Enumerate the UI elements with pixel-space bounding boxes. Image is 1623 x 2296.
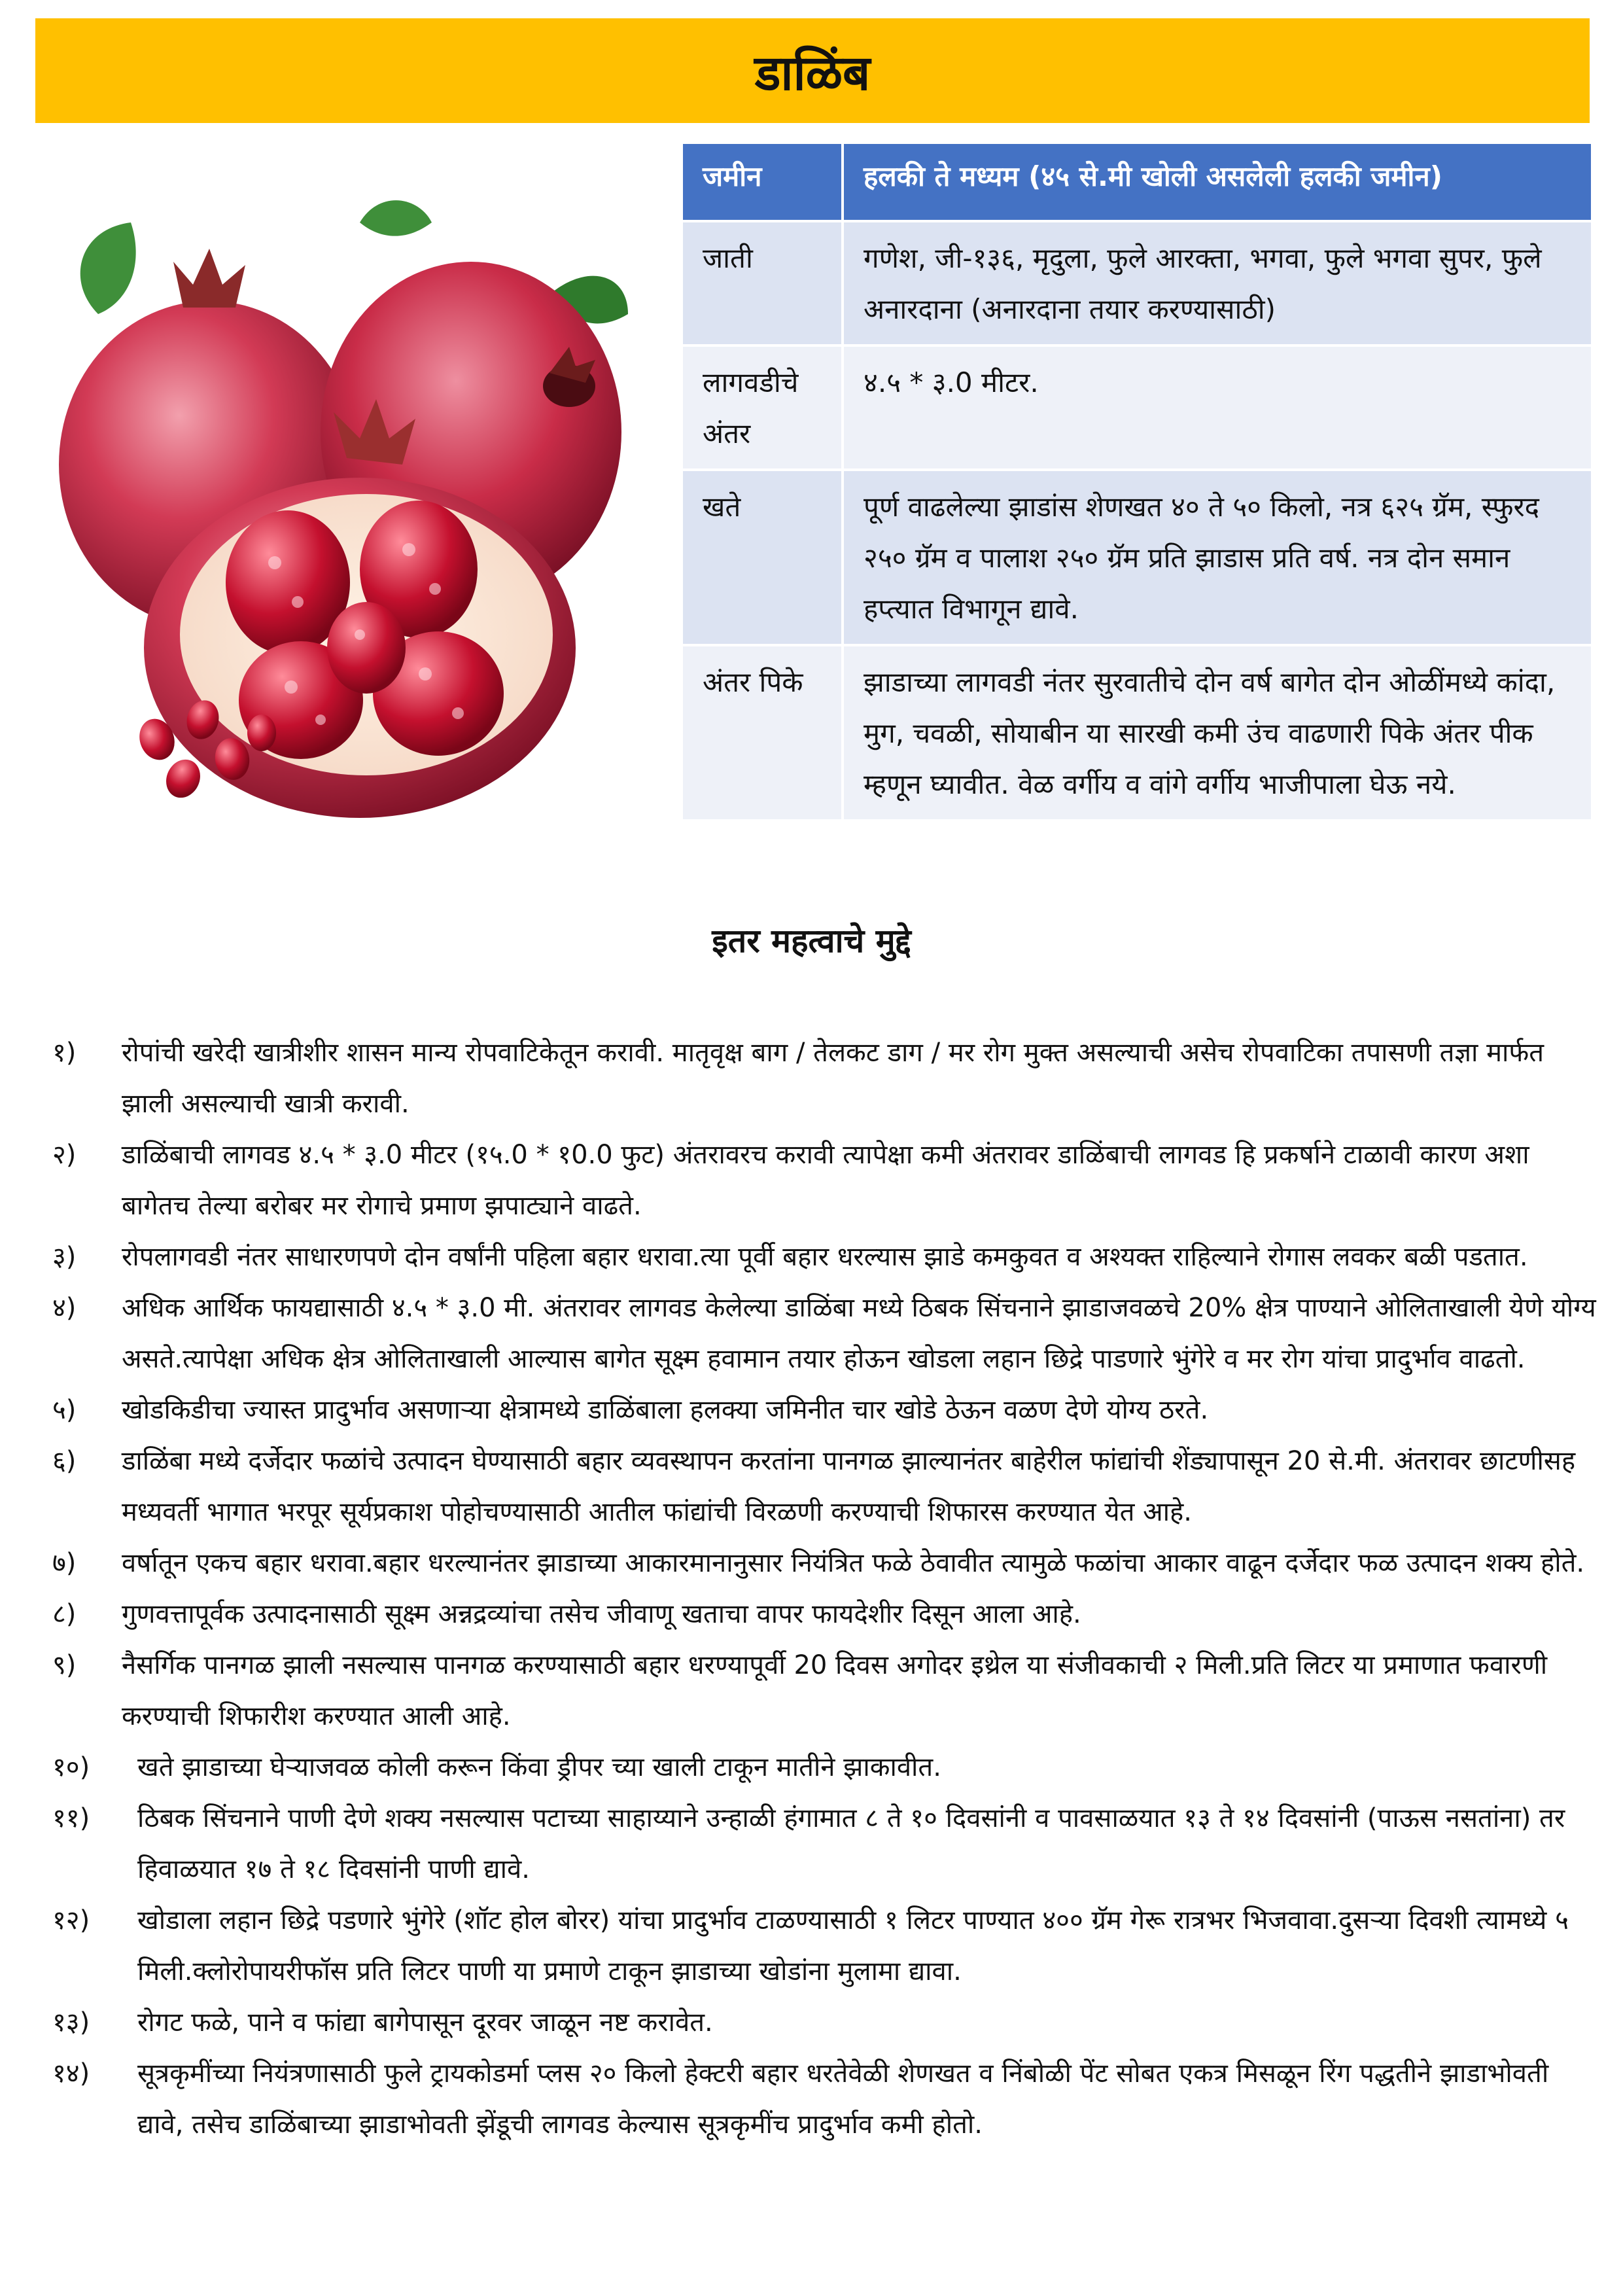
item-number: ११) — [52, 1803, 90, 1833]
page-title: डाळिंब — [754, 44, 871, 101]
row-value: हलकी ते मध्यम (४५ से.मी खोली असलेली हलकी जमीन) — [844, 144, 1591, 220]
item-text: नैसर्गिक पानगळ झाली नसल्यास पानगळ करण्यासाठी बहार धरण्यापूर्वी 20 दिवस अगोदर इथ्रेल या संजीवकाची २ मिली.प्रति लिटर या प्रमाणात फवारणी करण्याची शिफारीश करण्यात आली आहे. — [122, 1650, 1548, 1731]
list-item — [52, 1793, 1609, 1895]
item-text: डाळिंबाची लागवड ४.५ * ३.0 मीटर (१५.0 * १0.0 फुट) अंतरावरच करावी त्यापेक्षा कमी अंतरावर डाळिंबाची लागवड हि प्रकर्षाने टाळावी कारण अशा बागेतच तेल्या बरोबर मर रोगाचे प्रमाण झपाट्याने वाढते. — [122, 1140, 1529, 1221]
pomegranate-image — [52, 150, 641, 831]
title-banner — [35, 18, 1590, 123]
row-label: अंतर पिके — [683, 646, 841, 819]
list-item — [52, 1997, 1609, 2048]
row-value: गणेश, जी-१३६, मृदुला, फुले आरक्ता, भगवा, फुले भगवा सुपर, फुले अनारदाना (अनारदाना तयार करण्यासाठी) — [844, 222, 1591, 344]
table-row — [683, 347, 1591, 468]
row-value: ४.५ * ३.0 मीटर. — [844, 347, 1591, 468]
item-number: ७) — [52, 1548, 77, 1578]
row-label: लागवडीचे अंतर — [683, 347, 841, 468]
item-number: ९) — [52, 1650, 77, 1680]
item-number: १) — [52, 1038, 77, 1068]
row-label: खते — [683, 471, 841, 644]
item-number: ४) — [52, 1293, 77, 1323]
item-number: १०) — [52, 1752, 90, 1782]
list-item — [52, 1027, 1609, 1129]
crop-info-table — [680, 141, 1594, 822]
item-number: ५) — [52, 1395, 77, 1425]
row-label: जमीन — [683, 144, 841, 220]
table-row — [683, 471, 1591, 644]
item-text: गुणवत्तापूर्वक उत्पादनासाठी सूक्ष्म अन्नद्रव्यांचा तसेच जीवाणू खताचा वापर फायदेशीर दिसून आला आहे. — [122, 1599, 1081, 1629]
list-item — [52, 1129, 1609, 1231]
list-item — [52, 2048, 1609, 2150]
row-value: झाडाच्या लागवडी नंतर सुरवातीचे दोन वर्ष बागेत दोन ओळींमध्ये कांदा, मुग, चवळी, सोयाबीन या सारखी कमी उंच वाढणारी पिके अंतर पीक म्हणून घ्यावीत. वेळ वर्गीय व वांगे वर्गीय भाजीपाला घेऊ नये. — [844, 646, 1591, 819]
item-text: सूत्रकृमींच्या नियंत्रणासाठी फुले ट्रायकोडर्मा प्लस २० किलो हेक्टरी बहार धरतेवेळी शेणखत व निंबोळी पेंट सोबत एकत्र मिसळून रिंग पद्धतीने झाडाभोवती द्यावे, तसेच डाळिंबाच्या झाडाभोवती झेंडूची लागवड केल्यास सूत्रकृमींच प्रादुर्भाव कमी होतो. — [137, 2058, 1549, 2140]
item-text: वर्षातून एकच बहार धरावा.बहार धरल्यानंतर झाडाच्या आकारमानानुसार नियंत्रित फळे ठेवावीत त्यामुळे फळांचा आकार वाढून दर्जेदार फळ उत्पादन शक्य होते. — [122, 1548, 1585, 1578]
item-text: रोगट फळे, पाने व फांद्या बागेपासून दूरवर जाळून नष्ट करावेत. — [137, 2007, 713, 2038]
list-item — [52, 1895, 1609, 1997]
list-item — [52, 1640, 1609, 1742]
item-number: ६) — [52, 1446, 77, 1476]
item-text: रोपलागवडी नंतर साधारणपणे दोन वर्षांनी पहिला बहार धरावा.त्या पूर्वी बहार धरल्यास झाडे कमकुवत व अश्यक्त राहिल्याने रोगास लवकर बळी पडतात. — [122, 1242, 1528, 1272]
item-number: १४) — [52, 2058, 90, 2089]
list-item — [52, 1538, 1609, 1589]
item-number: ३) — [52, 1242, 77, 1272]
table-row — [683, 144, 1591, 220]
item-text: ठिबक सिंचनाने पाणी देणे शक्य नसल्यास पटाच्या साहाय्याने उन्हाळी हंगामात ८ ते १० दिवसांनी व पावसाळयात १३ ते १४ दिवसांनी (पाऊस नसतांना) तर हिवाळयात १७ ते १८ दिवसांनी पाणी द्यावे. — [137, 1803, 1565, 1884]
item-text: अधिक आर्थिक फायद्यासाठी ४.५ * ३.0 मी. अंतरावर लागवड केलेल्या डाळिंबा मध्ये ठिबक सिंचनाने झाडाजवळचे 20% क्षेत्र पाण्याने ओलिताखाली येणे योग्य असते.त्यापेक्षा अधिक क्षेत्र ओलिताखाली आल्यास बागेत सूक्ष्म हवामान तयार होऊन खोडला लहान छिद्रे पाडणारे भुंगेरे व मर रोग यांचा प्रादुर्भाव वाढतो. — [122, 1293, 1596, 1374]
item-text: खोडाला लहान छिद्रे पडणारे भुंगेरे (शॉट होल बोरर) यांचा प्रादुर्भाव टाळण्यासाठी १ लिटर पाण्यात ४०० ग्रॅम गेरू रात्रभर भिजवावा.दुसऱ्या दिवशी त्यामध्ये ५ मिली.क्लोरोपायरीफॉस प्रति लिटर पाणी या प्रमाणे टाकून झाडाच्या खोडांना मुलामा द्यावा. — [137, 1905, 1569, 1987]
list-item — [52, 1385, 1609, 1436]
item-number: १३) — [52, 2007, 90, 2038]
item-text: डाळिंबा मध्ये दर्जेदार फळांचे उत्पादन घेण्यासाठी बहार व्यवस्थापन करतांना पानगळ झाल्यानंतर बाहेरील फांद्यांची शेंड्यापासून 20 से.मी. अंतरावर छाटणीसह मध्यवर्ती भागात भरपूर सूर्यप्रकाश पोहोचण्यासाठी आतील फांद्यांची विरळणी करण्याची शिफारस करण्यात येत आहे. — [122, 1446, 1576, 1527]
list-item — [52, 1282, 1609, 1385]
item-text: खते झाडाच्या घेऱ्याजवळ कोली करून किंवा ड्रीपर च्या खाली टाकून मातीने झाकावीत. — [137, 1752, 941, 1782]
row-label: जाती — [683, 222, 841, 344]
item-number: २) — [52, 1140, 77, 1170]
list-item — [52, 1436, 1609, 1538]
table-row — [683, 646, 1591, 819]
row-value: पूर्ण वाढलेल्या झाडांस शेणखत ४० ते ५० किलो, नत्र ६२५ ग्रॅम, स्फुरद २५० ग्रॅम व पालाश २५० ग्रॅम प्रति झाडास प्रति वर्ष. नत्र दोन समान हप्त्यात विभागून द्यावे. — [844, 471, 1591, 644]
item-number: ८) — [52, 1599, 77, 1629]
list-item — [52, 1231, 1609, 1282]
list-item — [52, 1589, 1609, 1640]
points-list — [52, 1027, 1609, 2150]
points-heading: इतर महत्वाचे मुद्दे — [712, 922, 911, 960]
item-number: १२) — [52, 1905, 90, 1935]
item-text: रोपांची खरेदी खात्रीशीर शासन मान्य रोपवाटिकेतून करावी. मातृवृक्ष बाग / तेलकट डाग / मर रोग मुक्त असल्याची असेच रोपवाटिका तपासणी तज्ञा मार्फत झाली असल्याची खात्री करावी. — [122, 1038, 1544, 1119]
table-row — [683, 222, 1591, 344]
list-item — [52, 1742, 1609, 1793]
item-text: खोडकिडीचा ज्यास्त प्रादुर्भाव असणाऱ्या क्षेत्रामध्ये डाळिंबाला हलक्या जमिनीत चार खोडे ठेऊन वळण देणे योग्य ठरते. — [122, 1395, 1209, 1425]
